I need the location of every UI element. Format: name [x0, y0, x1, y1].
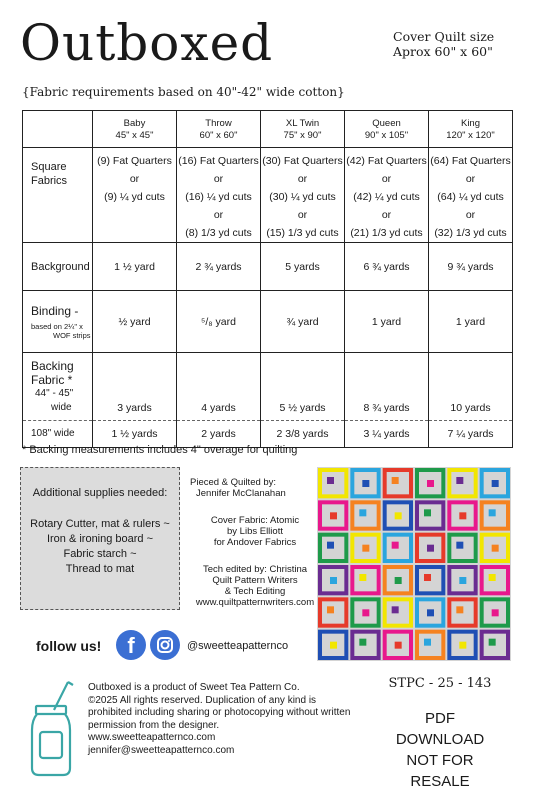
quilt-block-center: [330, 512, 337, 519]
quilt-block-center: [427, 545, 434, 552]
credits: [190, 477, 320, 608]
quilt-block-center: [395, 512, 402, 519]
table-cell: 3 yards: [93, 353, 177, 421]
table-cell: 1 ½ yard: [93, 243, 177, 291]
table-cell: 1 yard: [429, 291, 513, 353]
tech-edit-credit: Tech edited by: Christina Quilt Pattern Writers & Tech Editing www.quiltpatternwriters.com: [195, 564, 315, 608]
website-link[interactable]: www.sweetteapatternco.com: [88, 732, 216, 743]
table-row-backing: [23, 353, 513, 421]
backing-note: * Backing measurements includes 4" overage for quilting: [22, 444, 298, 456]
cover-fabric-credit: Cover Fabric: Atomic by Libs Elliott for Andover Fabrics: [210, 515, 300, 548]
table-header-row: [23, 111, 513, 148]
row-label-square-fabrics: Square Fabrics: [23, 148, 93, 243]
quilt-block-center: [424, 639, 431, 646]
row-label-backing-108: 108" wide: [23, 421, 93, 448]
table-row-binding: [23, 291, 513, 353]
pattern-title: Outboxed: [20, 14, 274, 72]
table-cell: 7 ¼ yards: [429, 421, 513, 448]
column-header-king: King 120" x 120": [429, 111, 513, 148]
table-cell: ½ yard: [93, 291, 177, 353]
quilt-block-center: [327, 542, 334, 549]
quilt-block-center: [424, 574, 431, 581]
table-cell: 2 yards: [177, 421, 261, 448]
social-handle[interactable]: @sweetteapatternco: [187, 640, 289, 652]
email-link[interactable]: jennifer@sweetteapatternco.com: [88, 744, 235, 756]
quilt-block-center: [359, 639, 366, 646]
table-cell: (9) Fat Quarters or (9) ¼ yd cuts: [93, 148, 177, 243]
cover-size: [393, 29, 494, 59]
supply-item: Iron & ironing board ~: [46, 533, 154, 545]
quilt-cover-image: [317, 467, 511, 661]
supply-item: Fabric starch ~: [63, 548, 137, 560]
quilt-block-center: [330, 577, 337, 584]
quilt-block-center: [362, 545, 369, 552]
table-cell: 5 yards: [261, 243, 345, 291]
table-cell: (30) Fat Quarters or (30) ¼ yd cuts or (15) 1/3 yd cuts: [261, 148, 345, 243]
table-cell: 1 yard: [345, 291, 429, 353]
quilt-block-center: [492, 609, 499, 616]
table-corner-cell: [23, 111, 93, 148]
column-header-xl-twin: XL Twin 75" x 90": [261, 111, 345, 148]
table-cell: 4 yards: [177, 353, 261, 421]
quilt-block-center: [395, 642, 402, 649]
cover-size-label: Cover Quilt size: [393, 29, 495, 44]
follow-us-label: follow us!: [36, 638, 102, 654]
fabric-requirements-table: [22, 110, 513, 448]
quilt-block-center: [427, 480, 434, 487]
column-header-baby: Baby 45" x 45": [93, 111, 177, 148]
quilt-block-center: [456, 477, 463, 484]
table-cell: 2 ¾ yards: [177, 243, 261, 291]
quilt-block-center: [362, 609, 369, 616]
row-label-binding: Binding - based on 2¼" x WOF strips: [23, 291, 93, 353]
quilt-block-center: [327, 477, 334, 484]
table-cell: 3 ¼ yards: [345, 421, 429, 448]
pdf-notice: PDF DOWNLOAD NOT FOR RESALE: [395, 710, 485, 790]
quilt-block-center: [392, 606, 399, 613]
table-cell: 5 ½ yards: [261, 353, 345, 421]
pieced-by: Pieced & Quilted by: Jennifer McClanahan: [190, 477, 286, 499]
quilt-block-center: [395, 577, 402, 584]
quilt-block-center: [330, 642, 337, 649]
mason-jar-icon: [28, 680, 74, 778]
instagram-icon[interactable]: [150, 630, 180, 660]
column-header-throw: Throw 60" x 60": [177, 111, 261, 148]
table-cell: (64) Fat Quarters or (64) ¼ yd cuts or (32) 1/3 yd cuts: [429, 148, 513, 243]
quilt-block-center: [492, 480, 499, 487]
quilt-block-center: [327, 606, 334, 613]
table-cell: 6 ¾ yards: [345, 243, 429, 291]
table-cell: 9 ¾ yards: [429, 243, 513, 291]
quilt-block-center: [456, 606, 463, 613]
table-cell: 8 ¾ yards: [345, 353, 429, 421]
column-header-queen: Queen 90" x 105": [345, 111, 429, 148]
quilt-block-center: [392, 477, 399, 484]
quilt-block-center: [359, 574, 366, 581]
supplies-box: [20, 467, 180, 610]
supplies-heading: Additional supplies needed:: [32, 487, 168, 499]
quilt-block-center: [489, 574, 496, 581]
quilt-block-center: [456, 542, 463, 549]
fabric-note: {Fabric requirements based on 40"-42" wide cotton}: [22, 85, 345, 99]
row-label-background: Background: [23, 243, 93, 291]
quilt-block-center: [459, 577, 466, 584]
supply-item: Thread to mat: [65, 563, 135, 575]
table-cell: ⁵/₈ yard: [177, 291, 261, 353]
quilt-block-center: [362, 480, 369, 487]
row-label-backing: Backing Fabric * 44" - 45" wide: [23, 353, 93, 421]
quilt-block-center: [427, 609, 434, 616]
table-row-square-fabrics: [23, 148, 513, 243]
supply-item: Rotary Cutter, mat & rulers ~: [30, 518, 170, 530]
table-cell: (16) Fat Quarters or (16) ¼ yd cuts or (8) 1/3 yd cuts: [177, 148, 261, 243]
svg-text:f: f: [127, 633, 135, 658]
table-cell: ¾ yard: [261, 291, 345, 353]
quilt-block-center: [492, 545, 499, 552]
quilt-block-center: [489, 509, 496, 516]
table-cell: 10 yards: [429, 353, 513, 421]
table-cell: (42) Fat Quarters or (42) ¼ yd cuts or (21) 1/3 yd cuts: [345, 148, 429, 243]
quilt-block-center: [459, 512, 466, 519]
copyright-notice: Outboxed is a product of Sweet Tea Pattern Co. ©2025 All rights reserved. Duplication of any kind is prohibited including sharing or photocopying without written permission from the designer. www.sweetteapatternco.com jennifer@sweetteapatternco.com: [88, 682, 378, 757]
facebook-icon[interactable]: [116, 630, 146, 660]
quilt-block-center: [392, 542, 399, 549]
quilt-block-center: [489, 639, 496, 646]
table-cell: 2 3/8 yards: [261, 421, 345, 448]
quilt-block-center: [424, 509, 431, 516]
pattern-code: STPC - 25 - 143: [388, 676, 492, 691]
quilt-block-center: [459, 642, 466, 649]
table-row-background: [23, 243, 513, 291]
quilt-block-center: [359, 509, 366, 516]
table-cell: 1 ½ yards: [93, 421, 177, 448]
cover-size-value: Aprox 60" x 60": [393, 44, 493, 59]
